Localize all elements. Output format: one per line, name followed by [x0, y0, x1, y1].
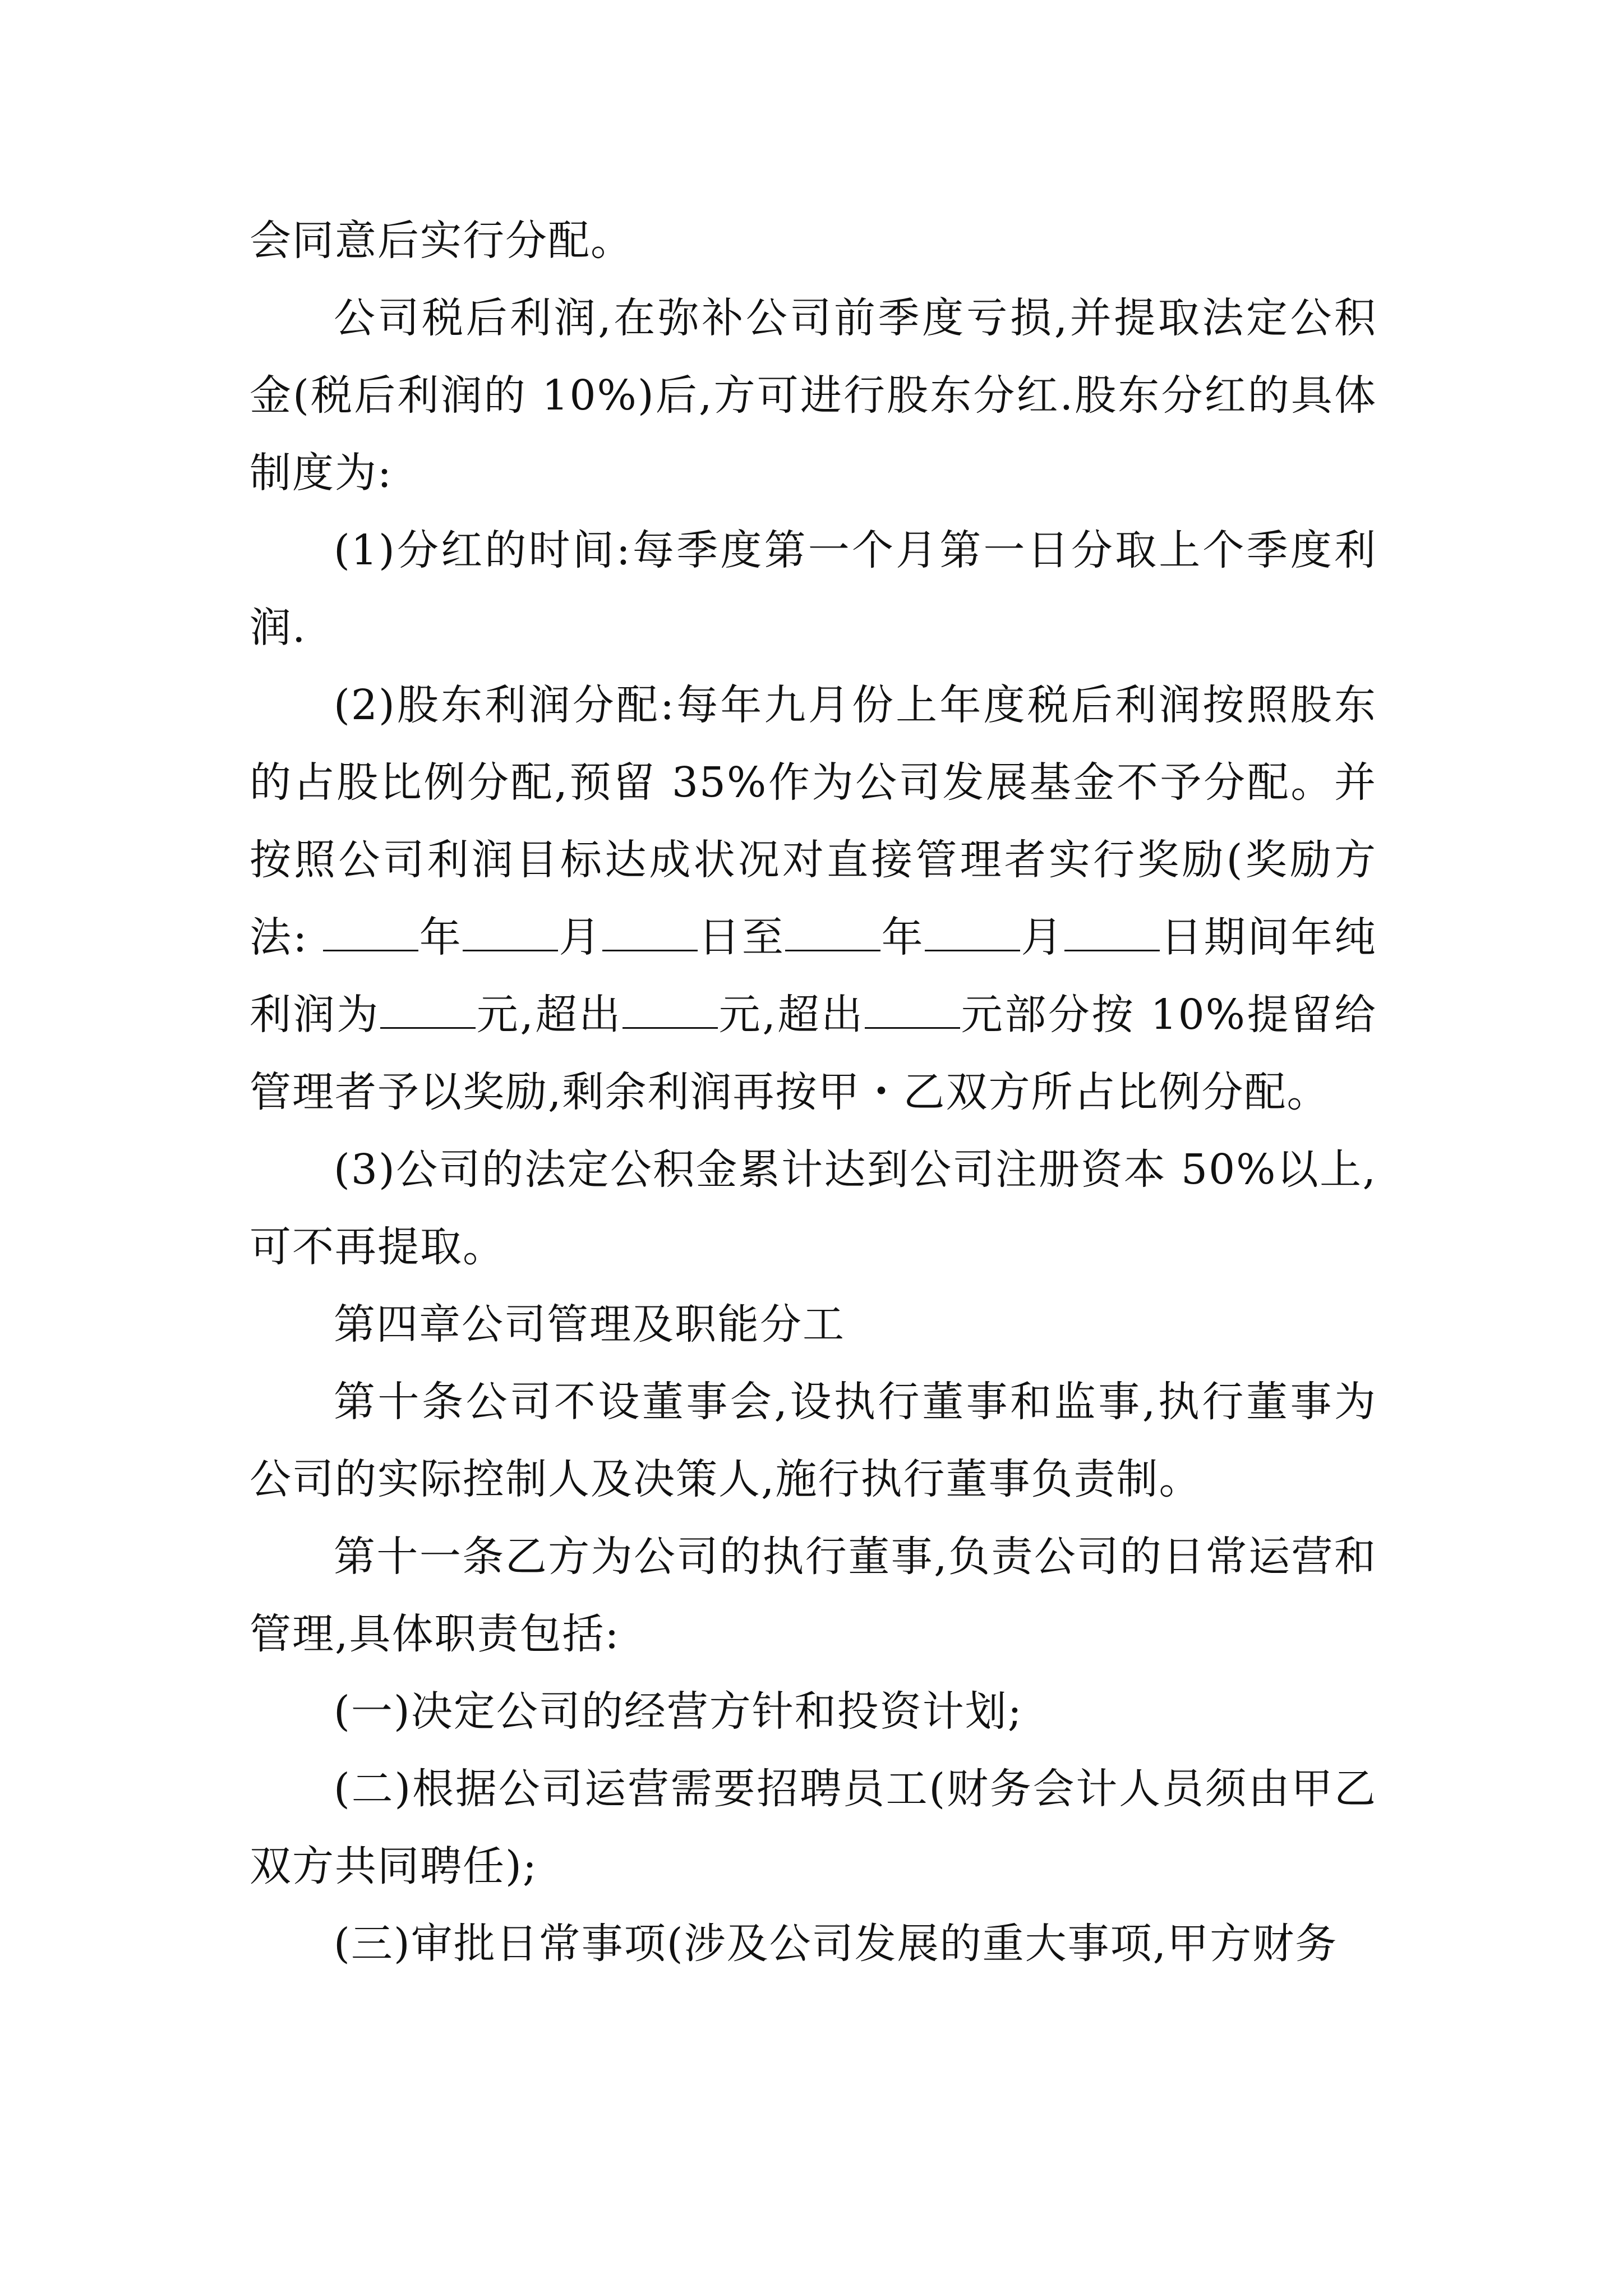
blank-exceed-2	[865, 988, 960, 1029]
label-yuan-2: 元,超出	[717, 991, 865, 1039]
blank-year-1	[323, 910, 418, 951]
paragraph-dividend-timing: (1)分红的时间:每季度第一个月第一日分取上个季度利润.	[250, 526, 1377, 652]
shareholder-profit-text: (2)股东利润分配:每年九月份上年度税后利润按照股东的占股比例分配,预留 35%作为公司发展基金不予分配。并按照公司利润目标达成状况对直接管理者实行奖励(奖励方法:	[250, 681, 1377, 961]
chapter-heading: 第四章公司管理及职能分工	[334, 1300, 845, 1349]
label-year-2: 年	[880, 913, 925, 961]
label-month-2: 月	[1020, 913, 1064, 961]
article-10: 第十条公司不设董事会,设执行董事和监事,执行董事为公司的实际控制人及决策人,施行执行董事负责制。	[250, 1378, 1377, 1503]
blank-year-2	[785, 910, 880, 951]
label-period: 日期间年纯利润为	[250, 913, 1377, 1039]
label-year-1: 年	[418, 913, 463, 961]
label-yuan-1: 元,超出	[476, 991, 623, 1039]
duty-item-1: (一)决定公司的经营方针和投资计划;	[334, 1687, 1023, 1736]
paragraph-profit-distribution: 公司税后利润,在弥补公司前季度亏损,并提取法定公积金(税后利润的 10%)后,方可进行股东分红.股东分红的具体制度为:	[250, 294, 1377, 497]
blank-day-2	[1064, 910, 1160, 951]
blank-day-1	[602, 910, 698, 951]
blank-month-2	[925, 910, 1020, 951]
blank-month-1	[463, 910, 558, 951]
duty-item-2: (二)根据公司运营需要招聘员工(财务会计人员须由甲乙双方共同聘任);	[250, 1765, 1377, 1890]
document-page	[250, 202, 1377, 1982]
label-month-1: 月	[558, 913, 602, 961]
paragraph-statutory-reserve: (3)公司的法定公积金累计达到公司注册资本 50%以上,可不再提取。	[250, 1145, 1377, 1271]
paragraph-shareholder-profit	[250, 666, 1377, 1131]
paragraph-continuation: 会同意后实行分配。	[250, 217, 633, 265]
label-day-to: 日至	[697, 913, 786, 961]
duty-item-3: (三)审批日常事项(涉及公司发展的重大事项,甲方财务	[334, 1920, 1338, 1968]
blank-net-profit	[380, 988, 476, 1029]
label-yuan-3: 元部分按 10%提留给管理者予以奖励,剩余利润再按甲・乙双方所占比例分配。	[250, 991, 1377, 1116]
blank-exceed-1	[623, 988, 718, 1029]
article-11: 第十一条乙方为公司的执行董事,负责公司的日常运营和管理,具体职责包括:	[250, 1533, 1377, 1658]
